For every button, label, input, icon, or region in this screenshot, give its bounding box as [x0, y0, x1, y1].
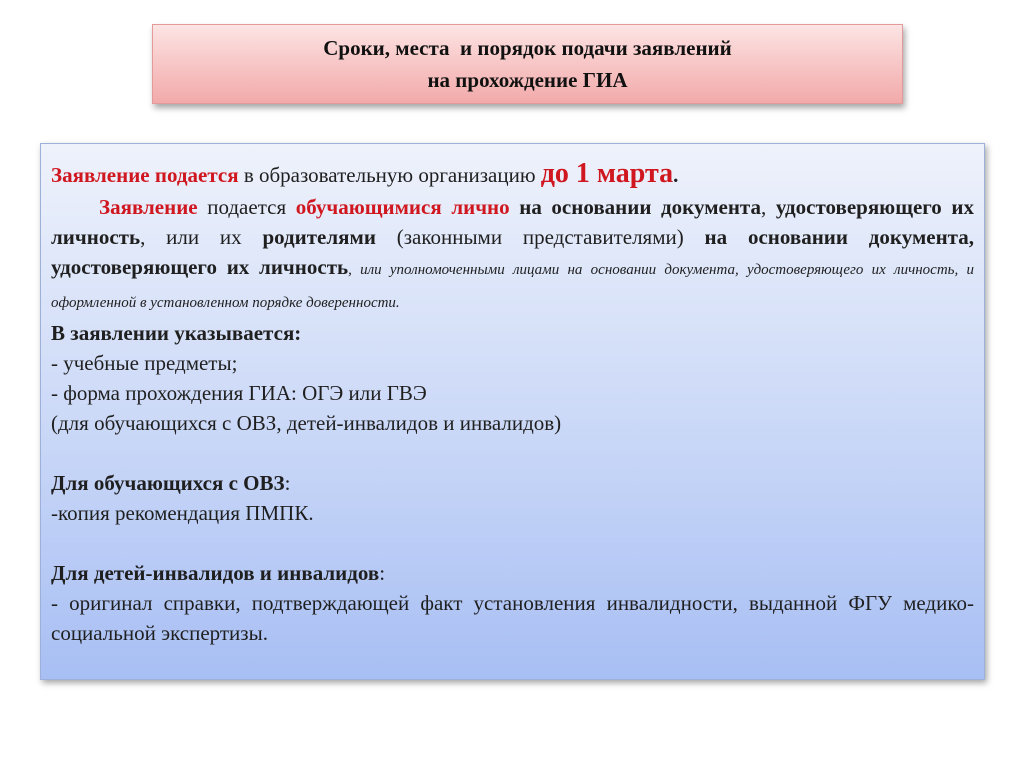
- or-their: , или их: [140, 225, 263, 249]
- slide-title-line-2: на прохождение ГИА: [427, 68, 628, 92]
- comma: ,: [761, 195, 776, 219]
- content-box: [40, 143, 985, 680]
- in-person: лично: [451, 195, 510, 219]
- by-students: обучающимися: [295, 195, 442, 219]
- slide-title-line-1: Сроки, места и порядок подачи заявлений: [323, 36, 732, 60]
- disabled-colon: :: [379, 561, 386, 585]
- by-parents: родителями: [262, 225, 376, 249]
- ovz-colon: :: [284, 471, 291, 495]
- based-on-document: на основании документа: [509, 195, 761, 219]
- space: [442, 195, 452, 219]
- specified-heading: В заявлении указывается:: [51, 321, 302, 345]
- authorized-persons-note: , или уполномоченными лицами на основании документа, удостоверяющего их личность, и оформленной в установленном порядке доверенности.: [51, 262, 974, 311]
- slide-title-box: [152, 24, 903, 104]
- submission-verb: подается: [197, 195, 296, 219]
- disabled-heading: Для детей-инвалидов и инвалидов: [51, 561, 380, 585]
- deadline-paragraph: [51, 157, 974, 192]
- ovz-heading: Для обучающихся с ОВЗ: [51, 471, 285, 495]
- spacer: [51, 438, 974, 468]
- legal-representatives: (законными представителями): [375, 225, 705, 249]
- list-item-exam-form: - форма прохождения ГИА: ОГЭ или ГВЭ: [51, 381, 427, 405]
- identity-document: удостоверяющего их личность: [51, 195, 974, 249]
- submission-word: Заявление: [99, 195, 198, 219]
- list-item-subjects: - учебные предметы;: [51, 351, 238, 375]
- ovz-heading-line: [51, 468, 974, 498]
- disabled-heading-line: [51, 558, 974, 588]
- spacer: [51, 528, 974, 558]
- submission-paragraph: [51, 192, 974, 318]
- application-place: в образовательную организацию: [238, 163, 541, 187]
- application-lead: Заявление подается: [51, 163, 239, 187]
- parents-identity-document: на основании документа, удостоверяющего их личность: [51, 225, 974, 279]
- deadline-date: до 1 марта: [540, 158, 674, 189]
- deadline-period: .: [673, 163, 679, 187]
- exam-form-note: (для обучающихся с ОВЗ, детей-инвалидов и инвалидов): [51, 411, 562, 435]
- disabled-item: - оригинал справки, подтверждающей факт установления инвалидности, выданной ФГУ медико-социальной экспертизы.: [51, 591, 974, 645]
- ovz-item: -копия рекомендация ПМПК.: [51, 501, 314, 525]
